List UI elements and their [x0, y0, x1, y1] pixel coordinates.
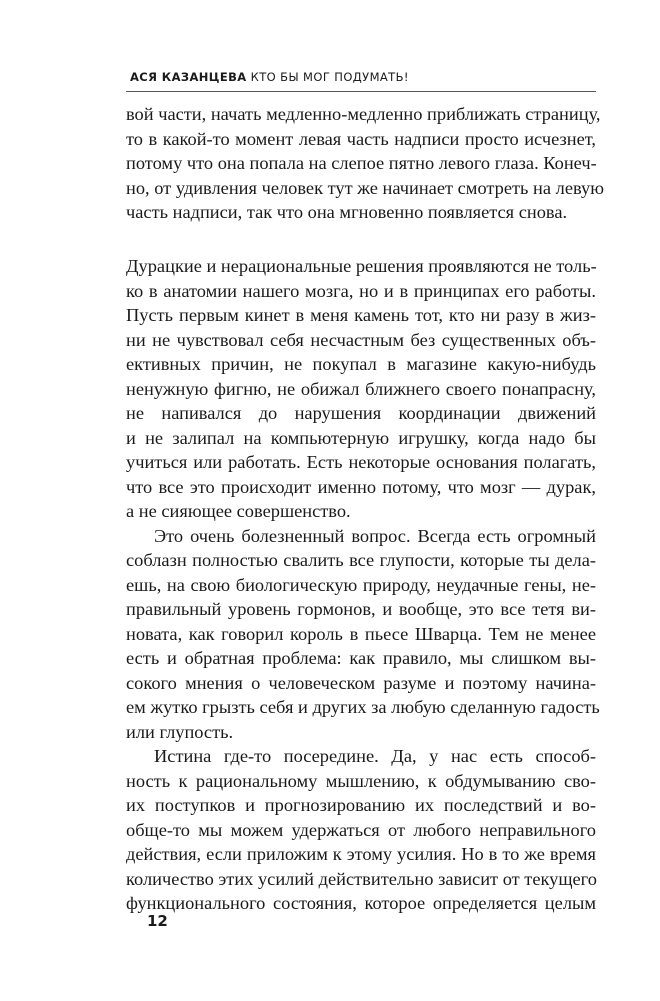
text-line: учиться или работать. Есть некоторые основания полагать,: [126, 452, 596, 472]
text-line: Дурацкие и нерациональные решения проявляются не толь-: [126, 256, 597, 276]
paragraph: [126, 744, 596, 916]
text-line: есть и обратная проблема: как правило, мы слишком вы-: [126, 648, 596, 668]
text-line: и не залипал на компьютерную игрушку, когда надо бы: [126, 427, 596, 448]
text-line: Пусть первым кинет в меня камень тот, кто ни разу в жиз-: [126, 305, 596, 325]
text-line: новата, как говорил король в пьесе Шварца. Тем не менее: [126, 623, 596, 644]
text-line: а не сияющее совершенство.: [126, 501, 351, 521]
text-line: соблазн полностью свалить все глупости, которые ты делa-: [126, 550, 596, 570]
text-line: ность к рациональному мышлению, к обдумыванию сво-: [126, 770, 596, 791]
paragraph: [126, 254, 596, 524]
text-line: часть надписи, так что она мгновенно появляется снова.: [126, 202, 568, 222]
book-title: КТО БЫ МОГ ПОДУМАТЬ!: [250, 70, 409, 84]
text-line: ни не чувствовал себя несчастным без существенных объ-: [126, 329, 596, 350]
page-number: 12: [147, 912, 168, 930]
paragraph-continued: [126, 102, 604, 225]
text-line: не напивался до нарушения координации движений: [126, 403, 596, 423]
author-name: АСЯ КАЗАНЦЕВА: [130, 70, 247, 84]
text-line: ешь, на свою биологическую природу, неудачные гены, не-: [126, 574, 596, 595]
text-line: ем жутко грызть себя и других за любую сделанную гадость: [126, 697, 600, 717]
text-line: количество этих усилий действительно зависит от текущего: [126, 868, 597, 889]
text-line: вой части, начать медленно-медленно приближать страницу,: [126, 104, 601, 124]
text-line: ко в анатомии нашего мозга, но и в принципах его работы.: [126, 280, 596, 301]
paragraph: [126, 524, 600, 745]
text-line: ективных причин, не покупал в магазине какую-нибудь: [126, 354, 596, 374]
text-line: действия, если приложим к этому усилия. Но в то же время: [126, 844, 596, 864]
text-line: правильный уровень гормонов, и вообще, это все тетя ви-: [126, 599, 596, 619]
text-line: Это очень болезненный вопрос. Всегда есть огромный: [154, 525, 596, 546]
text-line: их поступков и прогнозированию их последствий и во-: [126, 795, 596, 815]
running-header: [130, 70, 409, 84]
text-line: то в какой-то момент левая часть надписи просто исчезнет,: [126, 128, 596, 149]
text-line: но, от удивления человек тут же начинает смотреть на левую: [126, 177, 604, 198]
text-line: сокого мнения о человеческом разуме и поэтому начинa-: [126, 672, 596, 693]
text-line: ненужную фигню, не обижал ближнего своего понапрасну,: [126, 378, 596, 399]
text-line: обще-то мы можем удержаться от любого неправильного: [126, 819, 596, 840]
header-rule: [126, 91, 596, 92]
text-line: потому что она попала на слепое пятно левого глаза. Конеч-: [126, 153, 597, 173]
text-line: функционального состояния, которое определяется целым: [126, 893, 596, 913]
main-text-block: [126, 254, 600, 916]
text-line: что все это происходит именно потому, что мозг — дурак,: [126, 476, 596, 497]
text-line: или глупость.: [126, 721, 234, 742]
text-line: Истина где-то посередине. Да, у нас есть способ-: [154, 746, 596, 766]
